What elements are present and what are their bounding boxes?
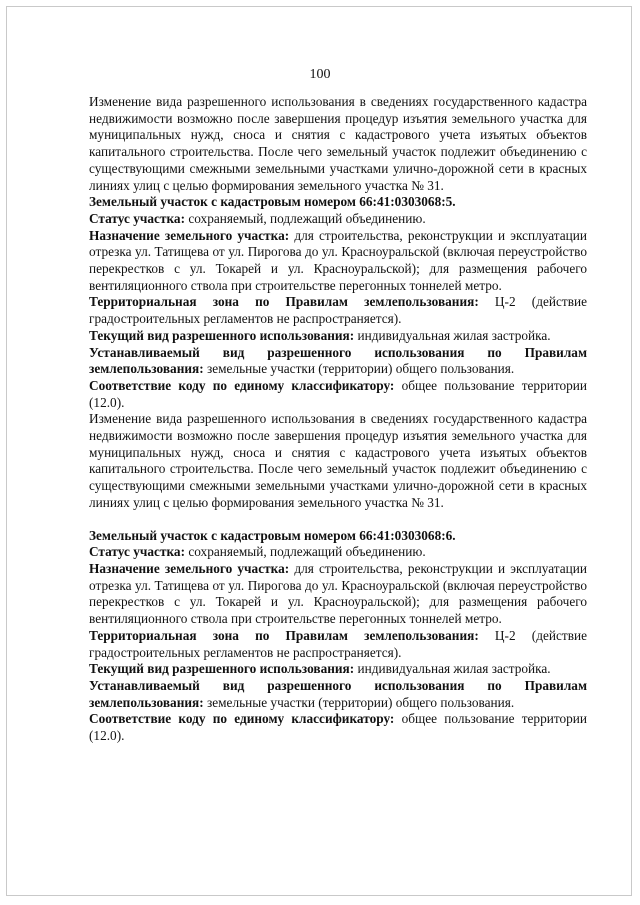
current-use-value: индивидуальная жилая застройка. [354, 327, 551, 343]
set-use-label: Устанавливаемый вид разрешенного использования по Правилам землепользования: [89, 677, 587, 710]
parcel-note: Изменение вида разрешенного использования в сведениях государственного кадастра недвижимости возможно после завершения процедур изъятия земельного участка для муниципальных нужд, сноса и снятия с кадастрового учета изъятых объектов капитального строительства. После чего земельный участок подлежит объединению с существующими смежными земельными участками улично-дорожной сети в красных линиях улиц с целью формирования земельного участка № 31. [89, 411, 587, 510]
zone-value: Ц-2 (действие градостроительных регламентов не распространяется). [89, 294, 587, 327]
intro-paragraph: Изменение вида разрешенного использования в сведениях государственного кадастра недвижимости возможно после завершения процедур изъятия земельного участка для муниципальных нужд, сноса и снятия с кадастрового учета изъятых объектов капитального строительства. После чего земельный участок подлежит объединению с существующими смежными земельными участками улично-дорожной сети в красных линиях улиц с целью формирования земельного участка № 31. [89, 94, 587, 193]
set-use-value: земельные участки (территории) общего пользования. [203, 694, 515, 710]
code-value: общее пользование территории (12.0). [89, 377, 587, 410]
zone-label: Территориальная зона по Правилам землепользования: [89, 294, 479, 310]
parcel-heading [89, 528, 587, 545]
set-use-value: земельные участки (территории) общего пользования. [203, 361, 515, 377]
parcel-current-use [89, 661, 587, 678]
parcel-status [89, 211, 587, 228]
parcel-purpose [89, 228, 587, 295]
page-number: 100 [309, 67, 331, 82]
parcel-purpose [89, 561, 587, 628]
current-use-value: индивидуальная жилая застройка. [354, 661, 551, 677]
parcel-code [89, 378, 587, 411]
current-use-label: Текущий вид разрешенного использования: [89, 327, 355, 343]
section-gap [89, 512, 587, 528]
parcel-set-use [89, 345, 587, 378]
parcel-heading [89, 194, 587, 211]
status-value: сохраняемый, подлежащий объединению. [185, 210, 426, 226]
code-label: Соответствие коду по единому классификатору: [89, 377, 395, 393]
parcel-section-2 [89, 528, 587, 745]
parcel-status [89, 544, 587, 561]
parcel-set-use [89, 678, 587, 711]
code-label: Соответствие коду по единому классификатору: [89, 711, 395, 727]
parcel-section-1 [89, 194, 587, 511]
status-label: Статус участка: [89, 210, 186, 226]
code-value: общее пользование территории (12.0). [89, 711, 587, 744]
parcel-zone [89, 294, 587, 327]
purpose-label: Назначение земельного участка: [89, 560, 290, 576]
purpose-value: для строительства, реконструкции и эксплуатации отрезка ул. Татищева от ул. Пирогова до ул. Красноуральской (включая переустройство перекрестков с ул. Токарей и ул. Красноуральской); для размещения рабочего вентиляционного ствола при строительстве перегонных тоннелей метро. [89, 227, 587, 293]
status-label: Статус участка: [89, 544, 186, 560]
purpose-value: для строительства, реконструкции и эксплуатации отрезка ул. Татищева от ул. Пирогова до ул. Красноуральской (включая переустройство перекрестков с ул. Токарей и ул. Красноуральской); для размещения рабочего вентиляционного ствола при строительстве перегонных тоннелей метро. [89, 560, 587, 627]
purpose-label: Назначение земельного участка: [89, 227, 290, 243]
parcel-code [89, 711, 587, 744]
status-value: сохраняемый, подлежащий объединению. [185, 544, 426, 560]
parcel-current-use [89, 328, 587, 345]
document-body [89, 94, 587, 745]
set-use-label: Устанавливаемый вид разрешенного использования по Правилам землепользования: [89, 344, 587, 377]
parcel-heading-text: Земельный участок с кадастровым номером 66:41:0303068:5. [89, 194, 456, 210]
parcel-zone [89, 628, 587, 661]
zone-label: Территориальная зона по Правилам землепользования: [89, 627, 479, 643]
parcel-heading-text: Земельный участок с кадастровым номером 66:41:0303068:6. [89, 527, 456, 543]
zone-value: Ц-2 (действие градостроительных регламентов не распространяется). [89, 627, 587, 660]
current-use-label: Текущий вид разрешенного использования: [89, 661, 355, 677]
